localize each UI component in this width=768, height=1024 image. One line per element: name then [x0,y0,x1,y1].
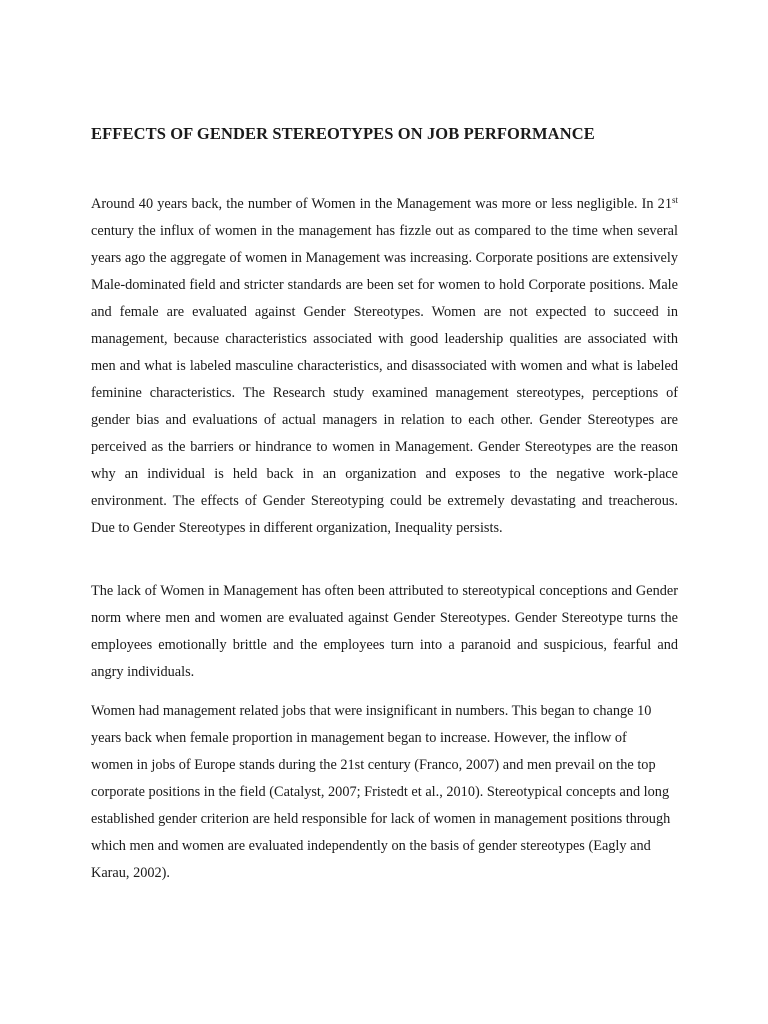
paragraph-3: Women had management related jobs that were insignificant in numbers. This began to change 10 years back when female proportion in management began to increase. However, the inflow of women in jobs of Europe stands during the 21st century (Franco, 2007) and men prevail on the top corporate positions in the field (Catalyst, 2007; Fristedt et al., 2010). Stereotypical concepts and long established gender criterion are held responsible for lack of women in management positions through which men and women are evaluated independently on the basis of gender stereotypes (Eagly and Karau, 2002). [91,703,671,881]
paragraph-2: The lack of Women in Management has often been attributed to stereotypical conceptions and Gender norm where men and women are evaluated against Gender Stereotypes. Gender Stereotype turns the employees emotionally brittle and the employees turn into a paranoid and suspicious, fearful and angry individuals. [91,583,678,680]
ordinal-superscript: st [671,195,678,205]
paragraph-1-text-start: Around 40 years back, the number of Women in the Management was more or less negligible. In 21 [91,196,672,212]
paragraph-1 [91,191,678,542]
document-title: EFFECTS OF GENDER STEREOTYPES ON JOB PERFORMANCE [91,124,595,143]
paragraph-1-text-end: century the influx of women in the management has fizzle out as compared to the time when several years ago the aggregate of women in Management was increasing. Corporate positions are extensively Male-dominated field and stricter standards are been set for women to hold Corporate positions. Male and female are evaluated against Gender Stereotypes. Women are not expected to succeed in management, because characteristics associated with good leadership qualities are associated with men and what is labeled masculine characteristics, and disassociated with women and what is labeled feminine characteristics. The Research study examined management stereotypes, perceptions of gender bias and evaluations of actual managers in relation to each other. Gender Stereotypes are perceived as the barriers or hindrance to women in Management. Gender Stereotypes are the reason why an individual is held back in an organization and exposes to the negative work-place environment. The effects of Gender Stereotyping could be extremely devastating and treacherous. Due to Gender Stereotypes in different organization, Inequality persists. [91,223,678,536]
